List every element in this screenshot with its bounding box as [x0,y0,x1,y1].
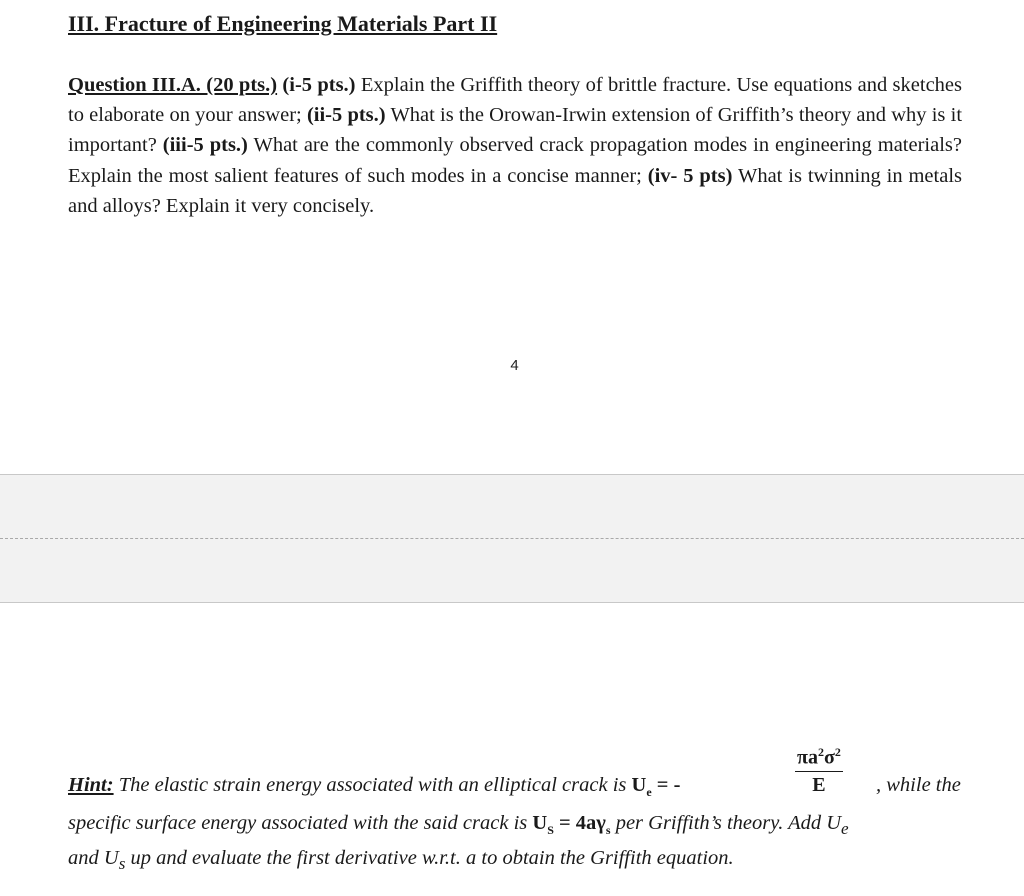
ue-equation [631,774,681,800]
hint-line-3 [68,840,734,882]
part4-label: (iv- 5 pts) [647,164,733,187]
us-equation [532,812,611,838]
part1-text: Explain the Griffith theory of brittle fracture. Use equations and sketches to elaborate on your answer; [68,74,962,127]
numerator-exp-1: 2 [817,745,824,759]
fraction-denominator: E [812,773,826,796]
part3-text: What are the commonly observed crack propagation modes in engineering materials? Explain the most salient features of such modes in a concise manner; [68,134,962,187]
hint-text-6: up and evaluate the first derivative w.r.t. a to obtain the Griffith equation. [125,847,734,869]
us-symbol: U [532,812,548,834]
hint-text-3: specific surface energy associated with the said crack is [68,812,533,834]
part1-label: (i-5 pts.) [282,74,356,96]
ue-symbol: U [631,774,647,796]
part3-label: (iii-5 pts.) [162,134,248,157]
us-equals: = 4aγ [553,812,606,834]
part2-label: (ii-5 pts.) [306,104,386,127]
hint-text-5: and U [68,847,119,869]
hint-text-2: , while the [876,774,961,796]
question-paragraph [68,70,962,221]
hint-text-1: The elastic strain energy associated with an elliptical crack is [113,774,632,796]
us-subscript: S [547,823,554,838]
numerator-sigma: σ [823,746,835,769]
fraction-numerator [795,746,843,772]
ue-subscript: e [646,785,652,800]
page-break-line [0,538,1024,539]
hint-text-4: per Griffith’s theory. Add U [610,812,842,834]
part2-text: What is the Orowan-Irwin extension of Griffith’s theory and why is it important? [68,104,963,157]
page-gap [0,474,1024,603]
numerator-exp-2: 2 [834,745,841,759]
hint-label: Hint: [68,774,114,796]
part4-text: What is twinning in metals and alloys? Explain it very concisely. [68,164,962,217]
numerator-pi-a: πa [797,746,818,769]
strain-energy-fraction [795,746,843,795]
gamma-subscript: s [605,823,611,838]
ue-equals: = - [651,774,681,796]
section-title: III. Fracture of Engineering Materials Part II [68,11,498,36]
question-label: Question III.A. (20 pts.) [68,74,278,96]
page-number: 4 [510,357,519,374]
hint-text-4-sub: e [841,819,849,839]
hint-text-5-sub: s [118,854,126,874]
hint-line-1-left [68,767,680,810]
